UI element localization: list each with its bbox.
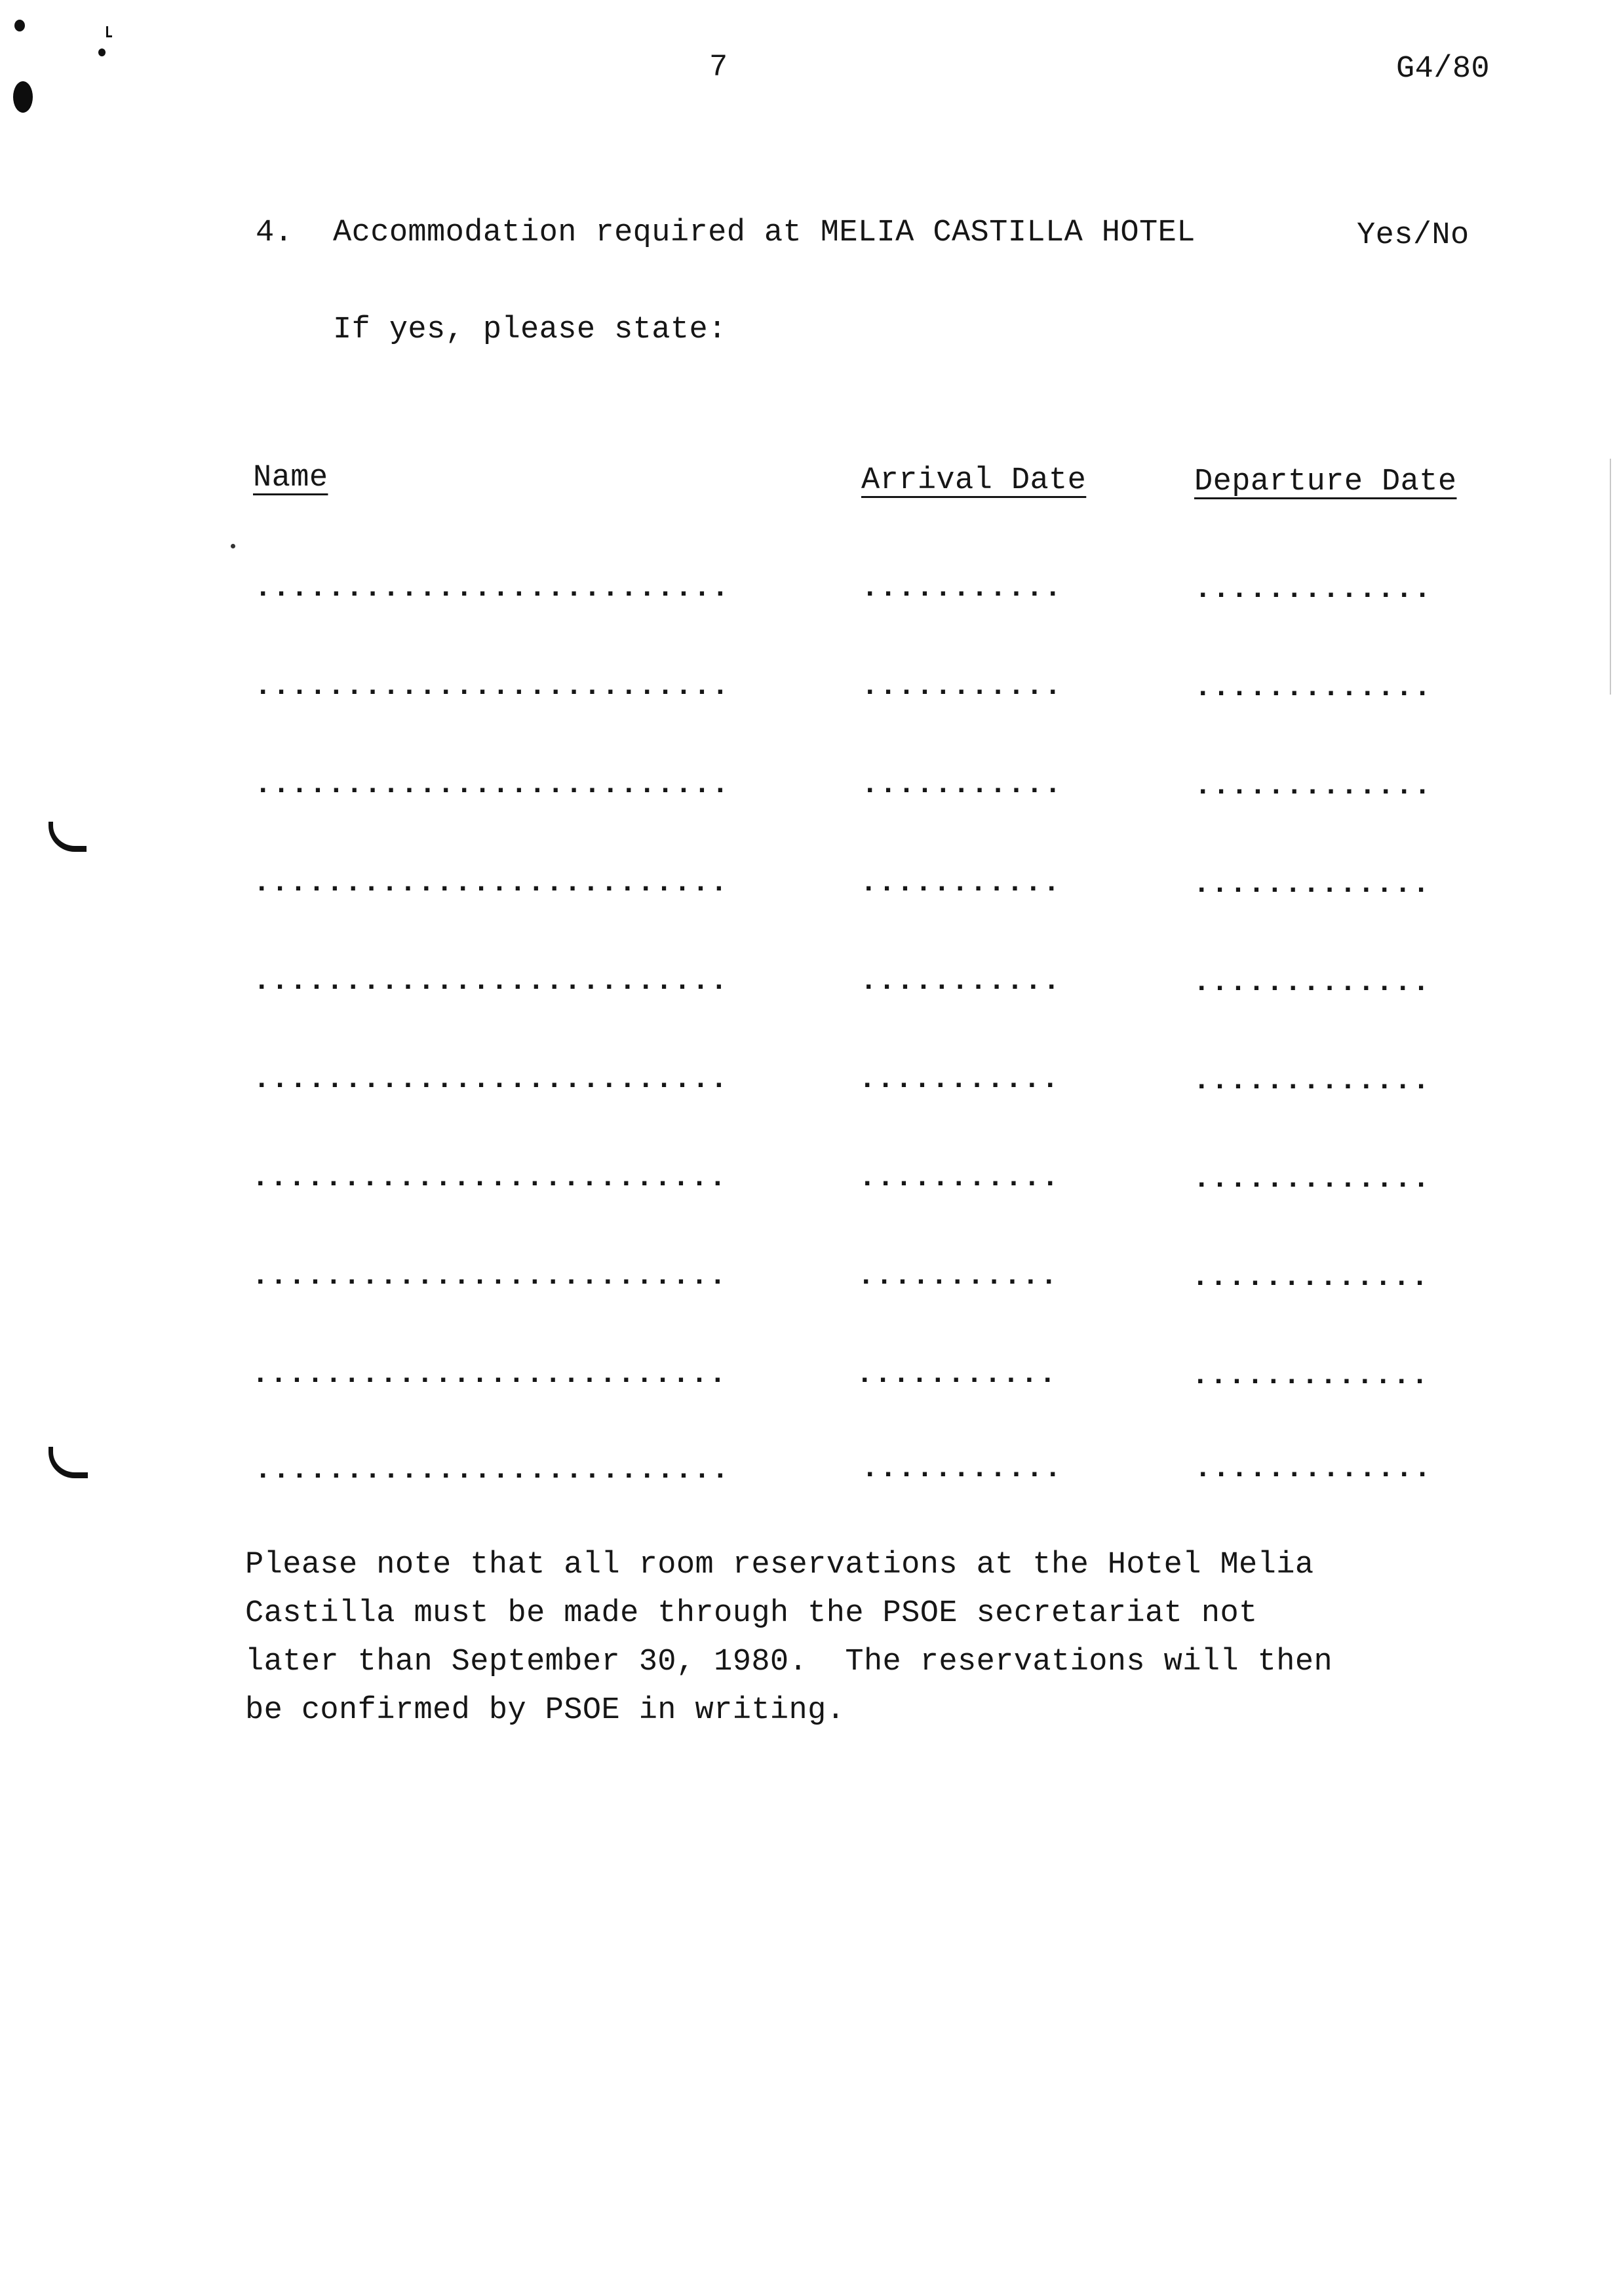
name-blank[interactable]: .......................... <box>252 1260 728 1293</box>
name-blank[interactable]: .......................... <box>254 670 730 703</box>
departure-date-blank[interactable]: ............. <box>1194 1453 1432 1485</box>
scan-speck <box>98 48 106 56</box>
note-line: Please note that all room reservations at the Hotel Melia <box>245 1548 1314 1582</box>
arrival-date-blank[interactable]: ........... <box>860 867 1061 900</box>
sub-prompt: If yes, please state: <box>333 313 727 347</box>
departure-date-blank[interactable]: ............. <box>1192 1261 1430 1294</box>
arrival-date-blank[interactable]: ........... <box>861 670 1062 703</box>
name-blank[interactable]: .......................... <box>253 965 729 998</box>
name-blank[interactable]: .......................... <box>253 867 729 900</box>
question-text: Accommodation required at MELIA CASTILLA HOTEL <box>333 216 1196 250</box>
departure-date-blank[interactable]: ............. <box>1194 672 1432 704</box>
page-number: 7 <box>709 50 728 85</box>
reservation-note <box>245 1541 1490 1735</box>
note-line: later than September 30, 1980. The reservations will then <box>245 1645 1333 1679</box>
column-header-name: Name <box>253 461 328 495</box>
departure-date-blank[interactable]: ............. <box>1192 1360 1430 1392</box>
name-blank[interactable]: .......................... <box>254 1454 730 1487</box>
departure-date-blank[interactable]: ............. <box>1194 770 1432 803</box>
column-header-departure-date: Departure Date <box>1194 465 1457 499</box>
scan-speck <box>231 544 235 548</box>
departure-date-blank[interactable]: ............. <box>1193 1163 1431 1196</box>
name-blank[interactable]: .......................... <box>252 1162 728 1195</box>
departure-date-blank[interactable]: ............. <box>1193 868 1431 901</box>
departure-date-blank[interactable]: ............. <box>1194 573 1432 606</box>
departure-date-blank[interactable]: ............. <box>1193 1065 1431 1098</box>
arrival-date-blank[interactable]: ........... <box>859 1063 1060 1096</box>
arrival-date-blank[interactable]: ........... <box>861 572 1062 605</box>
arrival-date-blank[interactable]: ........... <box>859 1162 1060 1195</box>
arrival-date-blank[interactable]: ........... <box>860 965 1061 998</box>
page-edge-line <box>1610 459 1611 695</box>
name-blank[interactable]: .......................... <box>252 1358 728 1391</box>
column-header-arrival-date: Arrival Date <box>861 463 1087 498</box>
arrival-date-blank[interactable]: ........... <box>856 1358 1057 1391</box>
arrival-date-blank[interactable]: ........... <box>857 1260 1059 1293</box>
name-blank[interactable]: .......................... <box>254 572 730 605</box>
scan-speck <box>106 26 112 37</box>
binding-clip-mark <box>49 822 87 852</box>
name-blank[interactable]: .......................... <box>254 769 730 801</box>
document-code: G4/80 <box>1396 52 1490 86</box>
note-line: Castilla must be made through the PSOE secretariat not <box>245 1596 1258 1631</box>
departure-date-blank[interactable]: ............. <box>1193 966 1431 999</box>
yes-no-options: Yes/No <box>1357 218 1469 253</box>
punch-hole-mark <box>13 81 33 113</box>
scan-speck <box>14 20 25 31</box>
arrival-date-blank[interactable]: ........... <box>861 769 1062 801</box>
name-blank[interactable]: .......................... <box>253 1063 729 1096</box>
note-line: be confirmed by PSOE in writing. <box>245 1693 846 1728</box>
question-number: 4. <box>256 216 294 250</box>
binding-clip-mark <box>49 1447 88 1478</box>
arrival-date-blank[interactable]: ........... <box>861 1453 1062 1485</box>
